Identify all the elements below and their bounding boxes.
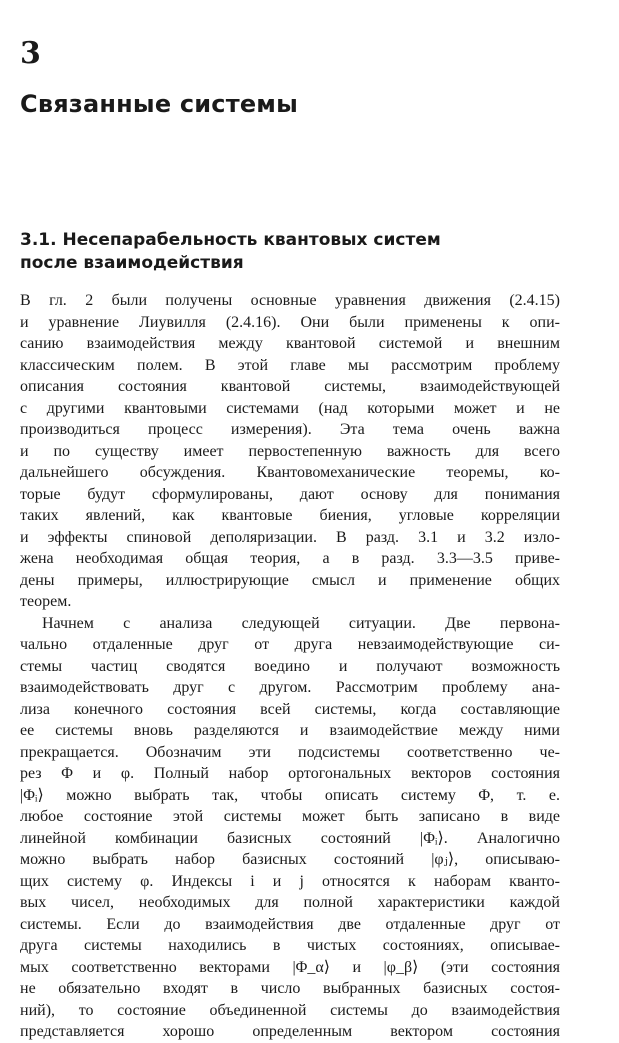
text-line: Начнем с анализа следующей ситуации. Две первона- (42, 614, 560, 632)
text-line: можно выбрать набор базисных состояний |φⱼ⟩, описываю- (20, 851, 560, 868)
text-line: теорем. (20, 593, 72, 610)
section-heading-line: после взаимодействия (20, 253, 244, 273)
text-line: взаимодействовать друг с другом. Рассмотрим проблему ана- (20, 679, 560, 696)
text-line: системы. Если до взаимодействия две отдаленные друг от (20, 915, 560, 933)
chapter-title: Связанные системы (20, 90, 299, 118)
section-heading-line: 3.1. Несепарабельность квантовых систем (20, 230, 441, 250)
text-line: санию взаимодействия между квантовой системой и внешним (20, 335, 560, 352)
text-line: чально отдаленные друг от друга невзаимодействующие си- (20, 636, 560, 653)
chapter-number: 3 (20, 36, 41, 71)
section-heading (20, 229, 560, 275)
book-page (20, 0, 560, 1040)
text-line: и эффекты спиновой деполяризации. В разд. 3.1 и 3.2 изло- (20, 528, 560, 546)
text-line: и уравнение Лиувилля (2.4.16). Они были применены к опи- (20, 313, 560, 331)
text-line: классическим полем. В этой главе мы рассмотрим проблему (20, 356, 560, 374)
text-line: линейной комбинации базисных состояний |Φᵢ⟩. Аналогично (20, 829, 560, 847)
text-line: ний), то состояние объединенной системы до взаимодействия (20, 1001, 560, 1019)
text-line: вых чисел, необходимых для полной характеристики каждой (20, 894, 560, 911)
text-line: представляется хорошо определенным вектором состояния (20, 1023, 560, 1040)
text-line: и по существу имеет первостепенную важность для всего (20, 442, 560, 460)
paragraph-1 (20, 290, 560, 613)
text-line: мых соответственно векторами |Φ_α⟩ и |φ_β⟩ (эти состояния (20, 958, 560, 976)
text-line: друга системы находились в чистых состояниях, описывае- (20, 937, 560, 954)
text-line: дены примеры, иллюстрирующие смысл и применение общих (20, 571, 560, 589)
text-line: рез Φ и φ. Полный набор ортогональных векторов состояния (20, 765, 560, 782)
text-line: с другими квантовыми системами (над которыми может и не (20, 399, 560, 417)
text-line: таких явлений, как квантовые биения, угловые корреляции (20, 507, 560, 524)
text-line: торые будут сформулированы, дают основу для понимания (20, 485, 560, 503)
text-line: любое состояние этой системы может быть записано в виде (20, 808, 560, 825)
text-line: производиться процесс измерения). Эта тема очень важна (20, 421, 560, 438)
text-line: В гл. 2 были получены основные уравнения движения (2.4.15) (20, 292, 560, 309)
text-line: жена необходимая общая теория, а в разд. 3.3—3.5 приве- (20, 550, 560, 567)
text-line: дальнейшего обсуждения. Квантовомеханические теоремы, ко- (20, 464, 560, 481)
text-line: |Φᵢ⟩ можно выбрать так, чтобы описать систему Φ, т. е. (20, 786, 560, 804)
text-line: стемы частиц сводятся воедино и получают возможность (20, 657, 560, 675)
text-line: щих систему φ. Индексы i и j относятся к наборам кванто- (20, 872, 560, 890)
paragraph-2 (20, 613, 560, 1043)
text-line: ее системы вновь разделяются и взаимодействие между ними (20, 722, 560, 739)
text-line: не обязательно входят в число выбранных базисных состоя- (20, 980, 560, 997)
text-line: прекращается. Обозначим эти подсистемы соответственно че- (20, 743, 560, 761)
body-text (20, 290, 560, 1043)
text-line: описания состояния квантовой системы, взаимодействующей (20, 378, 560, 395)
text-line: лиза конечного состояния всей системы, когда составляющие (20, 700, 560, 718)
